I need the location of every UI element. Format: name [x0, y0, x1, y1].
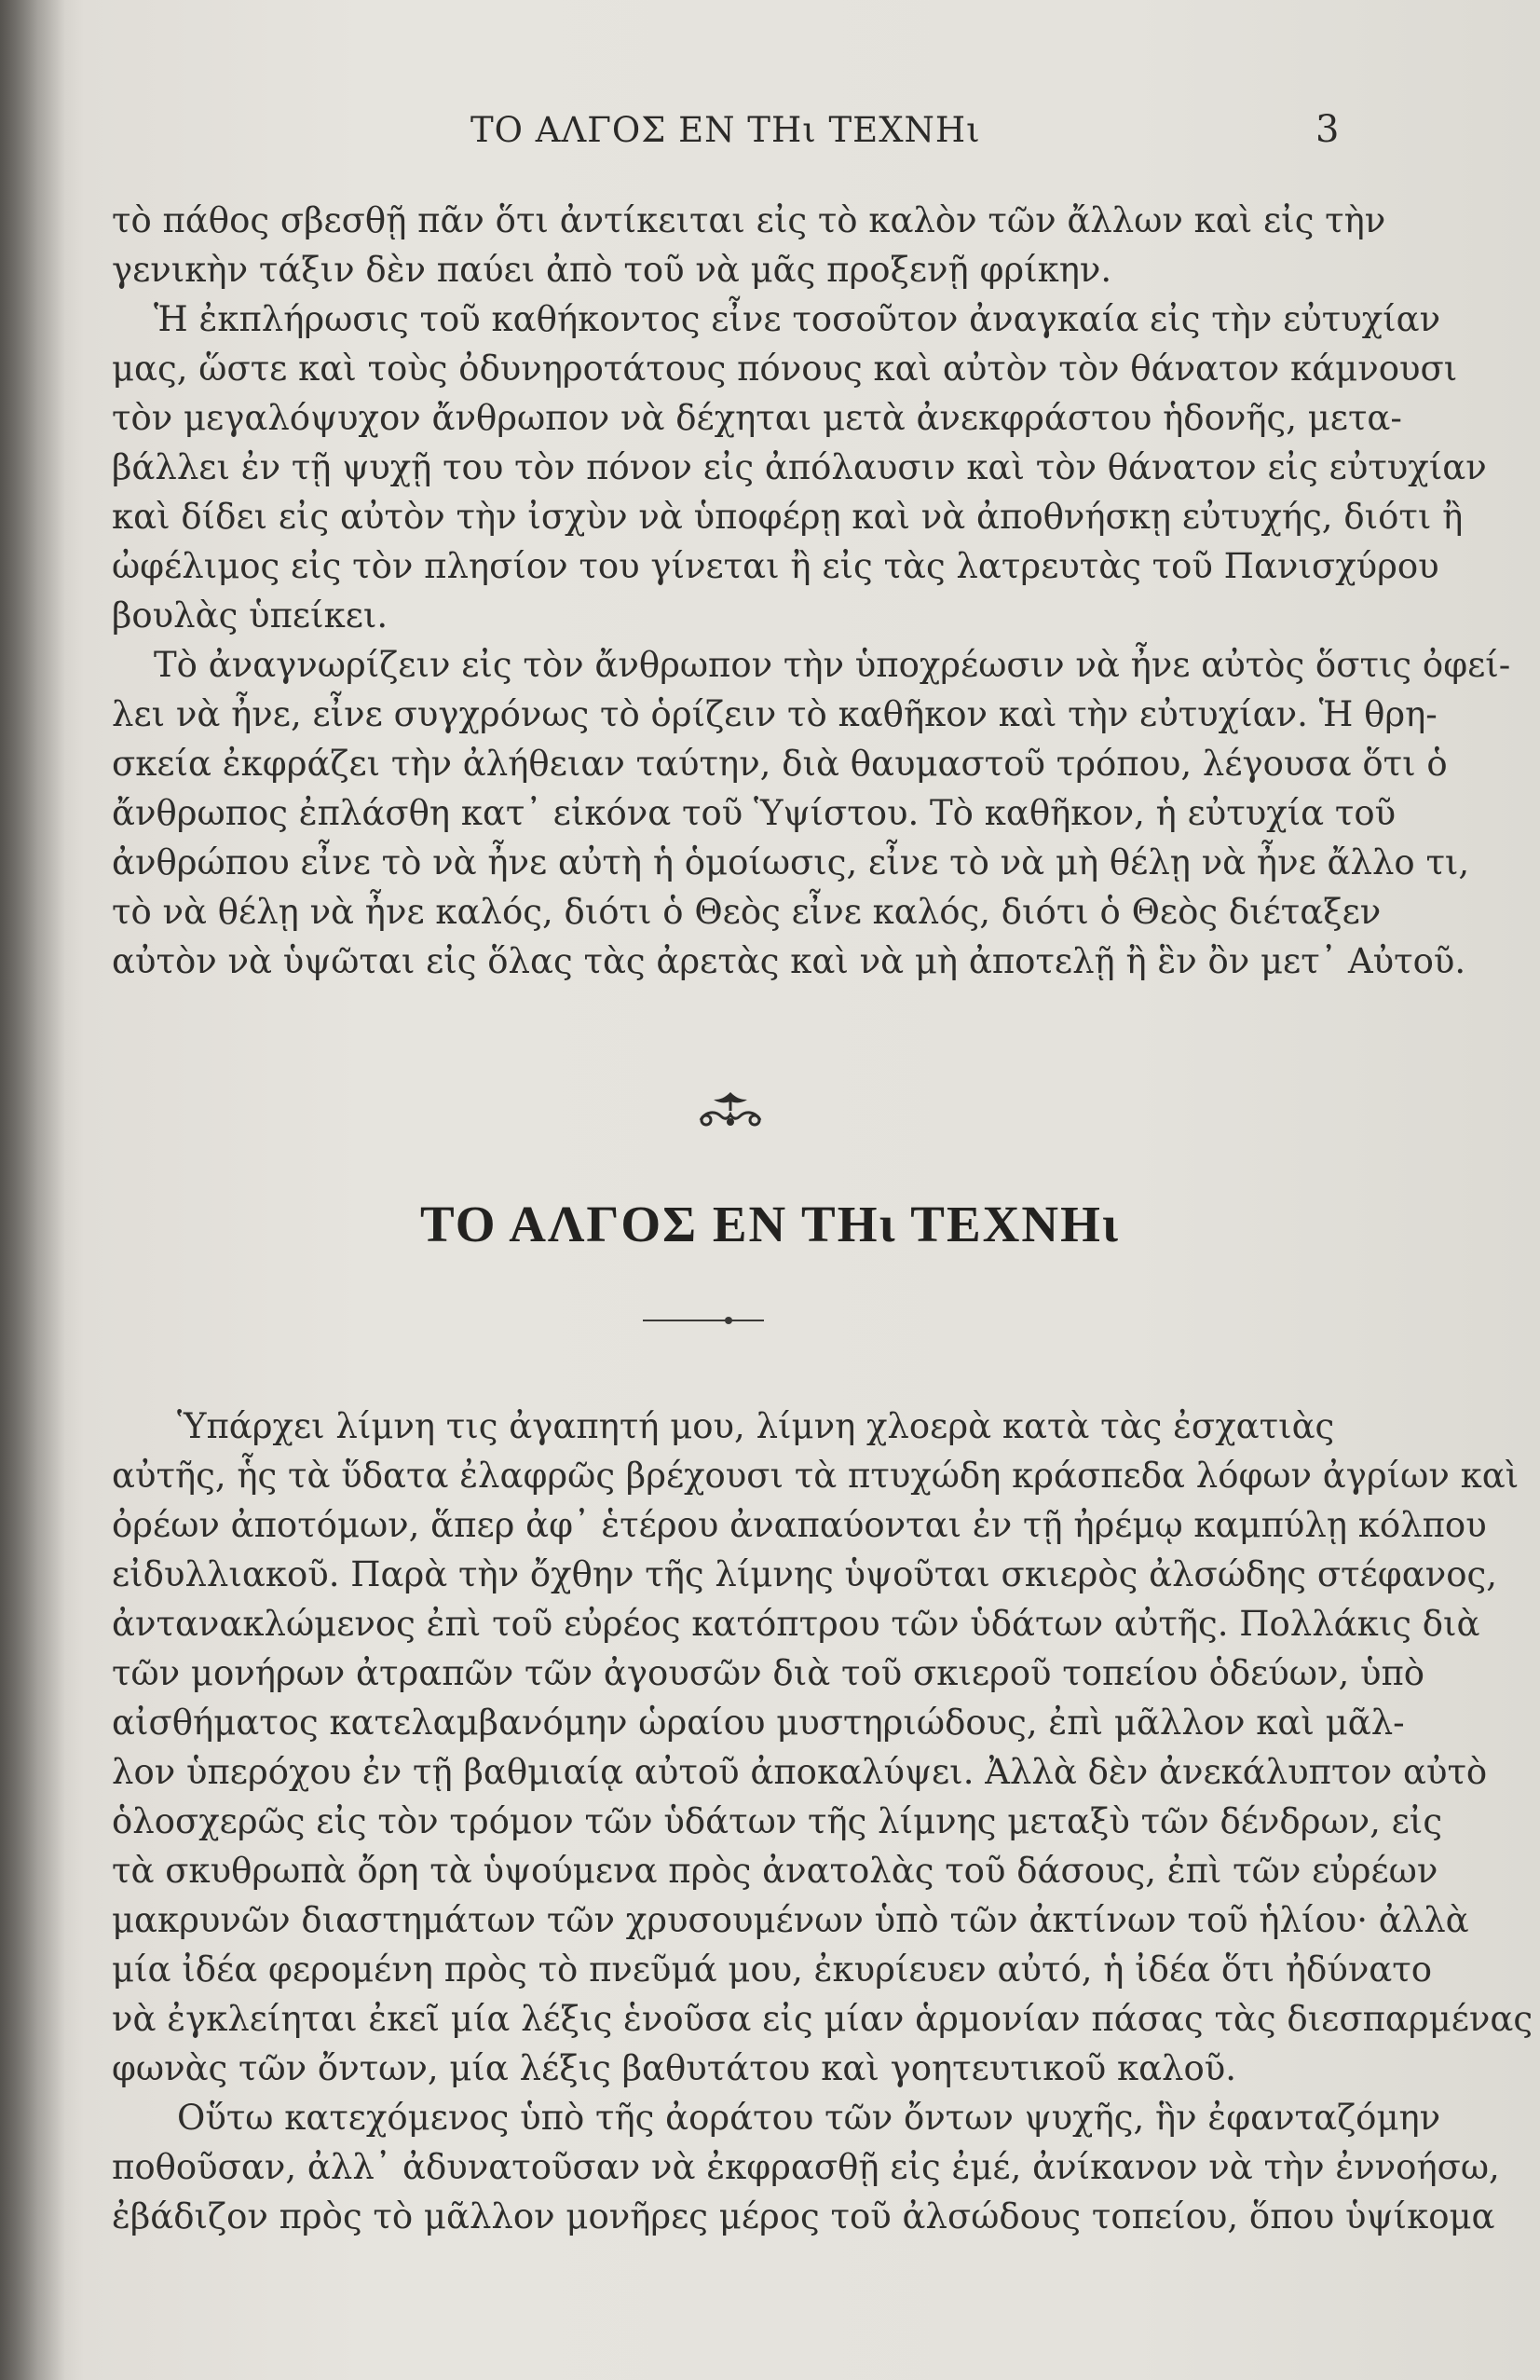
text-line: μία ἰδέα φερομένη πρὸς τὸ πνεῦμά μου, ἐκυρίευεν αὐτό, ἡ ἰδέα ὅτι ἠδύνατο	[112, 1949, 1433, 1990]
text-line: λον ὑπερόχου ἐν τῇ βαθμιαίᾳ αὐτοῦ ἀποκαλύψει. Ἀλλὰ δὲν ἀνεκάλυπτον αὐτὸ	[112, 1752, 1488, 1792]
text-line: ἄνθρωπος ἐπλάσθη κατ᾿ εἰκόνα τοῦ Ὑψίστου. Τὸ καθῆκον, ἡ εὐτυχία τοῦ	[112, 793, 1397, 833]
text-line: τῶν μονήρων ἀτραπῶν τῶν ἀγουσῶν διὰ τοῦ σκιεροῦ τοπείου ὁδεύων, ὑπὸ	[112, 1653, 1425, 1693]
text-line: λει νὰ ἦνε, εἶνε συγχρόνως τὸ ὁρίζειν τὸ καθῆκον καὶ τὴν εὐτυχίαν. Ἡ θρη-	[112, 694, 1438, 734]
text-line: τὸ πάθος σβεσθῇ πᾶν ὅτι ἀντίκειται εἰς τὸ καλὸν τῶν ἄλλων καὶ εἰς τὴν	[112, 200, 1386, 240]
text-line: αὐτῆς, ἧς τὰ ὕδατα ἐλαφρῶς βρέχουσι τὰ πτυχώδη κράσπεδα λόφων ἀγρίων καὶ	[112, 1456, 1520, 1496]
text-line: αὐτὸν νὰ ὑψῶται εἰς ὅλας τὰς ἀρετὰς καὶ νὰ μὴ ἀποτελῇ ἢ ἓν ὂν μετ᾿ Αὐτοῦ.	[112, 941, 1466, 981]
text-line: μας, ὥστε καὶ τοὺς ὀδυνηροτάτους πόνους καὶ αὐτὸν τὸν θάνατον κάμνουσι	[112, 349, 1458, 389]
text-line: αἰσθήματος κατελαμβανόμην ὡραίου μυστηριώδους, ἐπὶ μᾶλλον καὶ μᾶλ-	[112, 1703, 1405, 1743]
text-line: φωνὰς τῶν ὄντων, μία λέξις βαθυτάτου καὶ γοητευτικοῦ καλοῦ.	[112, 2048, 1237, 2088]
text-line: ἀντανακλώμενος ἐπὶ τοῦ εὐρέος κατόπτρου τῶν ὑδάτων αὐτῆς. Πολλάκις διὰ	[112, 1604, 1480, 1644]
top-paragraphs	[112, 196, 1511, 986]
text-line: τὸ νὰ θέλῃ νὰ ἦνε καλός, διότι ὁ Θεὸς εἶνε καλός, διότι ὁ Θεὸς διέταξεν	[112, 892, 1382, 932]
text-line: ἀνθρώπου εἶνε τὸ νὰ ἦνε αὐτὴ ἡ ὁμοίωσις, εἶνε τὸ νὰ μὴ θέλῃ νὰ ἦνε ἄλλο τι,	[112, 842, 1470, 882]
book-spine-shadow	[0, 0, 65, 2380]
text-line: καὶ δίδει εἰς αὐτὸν τὴν ἰσχὺν νὰ ὑποφέρῃ καὶ νὰ ἀποθνήσκῃ εὐτυχής, διότι ἢ	[112, 497, 1464, 537]
text-line: Ὑπάρχει λίμνη τις ἀγαπητή μου, λίμνη χλοερὰ κατὰ τὰς ἐσχατιὰς	[177, 1406, 1335, 1446]
text-line: Τὸ ἀναγνωρίζειν εἰς τὸν ἄνθρωπον τὴν ὑποχρέωσιν νὰ ἦνε αὐτὸς ὅστις ὀφεί-	[154, 645, 1511, 685]
text-line: ὠφέλιμος εἰς τὸν πλησίον του γίνεται ἢ εἰς τὰς λατρευτὰς τοῦ Πανισχύρου	[112, 546, 1439, 586]
running-head: ΤΟ ΑΛΓΟΣ ΕΝ ΤΗι ΤΕΧΝΗι	[470, 110, 981, 150]
ornament-icon	[693, 1088, 768, 1129]
text-line: ἐβάδιζον πρὸς τὸ μᾶλλον μονῆρες μέρος τοῦ ἀλσώδους τοπείου, ὅπου ὑψίκομα	[112, 2196, 1495, 2236]
text-line: Οὕτω κατεχόμενος ὑπὸ τῆς ἀοράτου τῶν ὄντων ψυχῆς, ἣν ἐφανταζόμην	[177, 2098, 1441, 2138]
divider-dot	[725, 1317, 732, 1324]
title-divider	[643, 1320, 764, 1321]
text-line: εἰδυλλιακοῦ. Παρὰ τὴν ὄχθην τῆς λίμνης ὑψοῦται σκιερὸς ἀλσώδης στέφανος,	[112, 1554, 1497, 1594]
text-line: νὰ ἐγκλείηται ἐκεῖ μία λέξις ἑνοῦσα εἰς μίαν ἁρμονίαν πάσας τὰς διεσπαρμένας	[112, 1999, 1533, 2039]
text-line: ὀρέων ἀποτόμων, ἅπερ ἀφ᾿ ἑτέρου ἀναπαύονται ἐν τῇ ἠρέμῳ καμπύλῃ κόλπου	[112, 1505, 1487, 1545]
text-line: τὸν μεγαλόψυχον ἄνθρωπον νὰ δέχηται μετὰ ἀνεκφράστου ἡδονῆς, μετα-	[112, 398, 1402, 438]
chapter-title: ΤΟ ΑΛΓΟΣ ΕΝ ΤΗι ΤΕΧΝΗι	[420, 1196, 1120, 1252]
text-line: Ἡ ἐκπλήρωσις τοῦ καθήκοντος εἶνε τοσοῦτον ἀναγκαία εἰς τὴν εὐτυχίαν	[154, 299, 1441, 339]
text-line: βάλλει ἐν τῇ ψυχῇ του τὸν πόνον εἰς ἀπόλαυσιν καὶ τὸν θάνατον εἰς εὐτυχίαν	[112, 447, 1487, 487]
text-line: σκεία ἐκφράζει τὴν ἀλήθειαν ταύτην, διὰ θαυμαστοῦ τρόπου, λέγουσα ὅτι ὁ	[112, 744, 1448, 784]
text-line: γενικὴν τάξιν δὲν παύει ἀπὸ τοῦ νὰ μᾶς προξενῇ φρίκην.	[112, 250, 1112, 290]
text-line: ὁλοσχερῶς εἰς τὸν τρόμον τῶν ὑδάτων τῆς λίμνης μεταξὺ τῶν δένδρων, εἰς	[112, 1801, 1443, 1841]
text-line: ποθοῦσαν, ἀλλ᾿ ἀδυνατοῦσαν νὰ ἐκφρασθῇ εἰς ἐμέ, ἀνίκανον νὰ τὴν ἐννοήσω,	[112, 2147, 1500, 2187]
text-line: τὰ σκυθρωπὰ ὄρη τὰ ὑψούμενα πρὸς ἀνατολὰς τοῦ δάσους, ἐπὶ τῶν εὐρέων	[112, 1851, 1438, 1891]
text-line: βουλὰς ὑπείκει.	[112, 595, 388, 636]
text-line: μακρυνῶν διαστημάτων τῶν χρυσουμένων ὑπὸ τῶν ἀκτίνων τοῦ ἡλίου· ἀλλὰ	[112, 1900, 1469, 1940]
page-number: 3	[1315, 108, 1340, 151]
bottom-paragraphs	[112, 1402, 1533, 2241]
